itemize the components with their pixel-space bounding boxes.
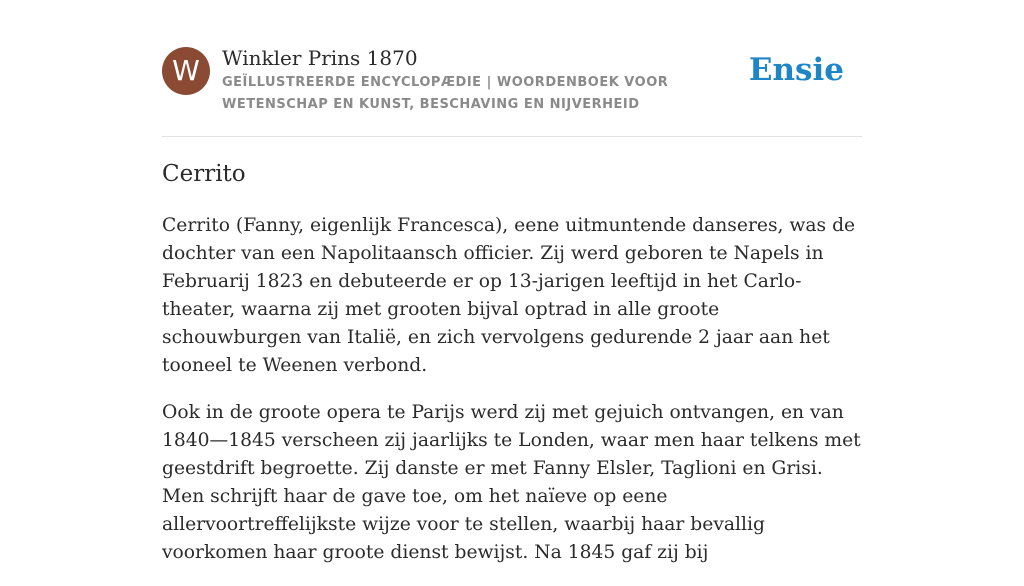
- article-paragraph: Cerrito (Fanny, eigenlijk Francesca), eene uitmuntende danseres, was de dochter van een Napolitaansch officier. Zij werd geboren te Napels in Februarij 1823 en debuteerde er op 13-jarigen leeftijd in het Carlo-theater, waarna zij met grooten bijval optrad in alle groote schouwburgen van Italië, en zich vervolgens gedurende 2 jaar aan het tooneel te Weenen verbond.: [162, 215, 856, 376]
- source-subtitle: GEÏLLUSTREERDE ENCYCLOPÆDIE | WOORDENBOEK VOOR WETENSCHAP EN KUNST, BESCHAVING EN NIJVERHEID: [222, 75, 669, 112]
- source-title[interactable]: Winkler Prins 1870: [222, 46, 418, 70]
- ensie-logo[interactable]: Ensie: [748, 52, 844, 88]
- source-avatar[interactable]: W: [162, 47, 210, 95]
- article-body: [162, 212, 862, 586]
- article-title: Cerrito: [162, 161, 246, 187]
- article-paragraph: Ook in de groote opera te Parijs werd zij met gejuich ontvangen, en van 1840—1845 verscheen zij jaarlijks te Londen, waar men haar telkens met geestdrift begroette. Zij danste er met Fanny Elsler, Taglioni en Grisi. Men schrijft haar de gave toe, om het naïeve op eene allervoortreffelijkste wijze voor te stellen, waarbij haar bevallig voorkomen haar groote dienst bewijst. Na 1845 gaf zij bij: [162, 402, 861, 563]
- source-header: [162, 44, 862, 137]
